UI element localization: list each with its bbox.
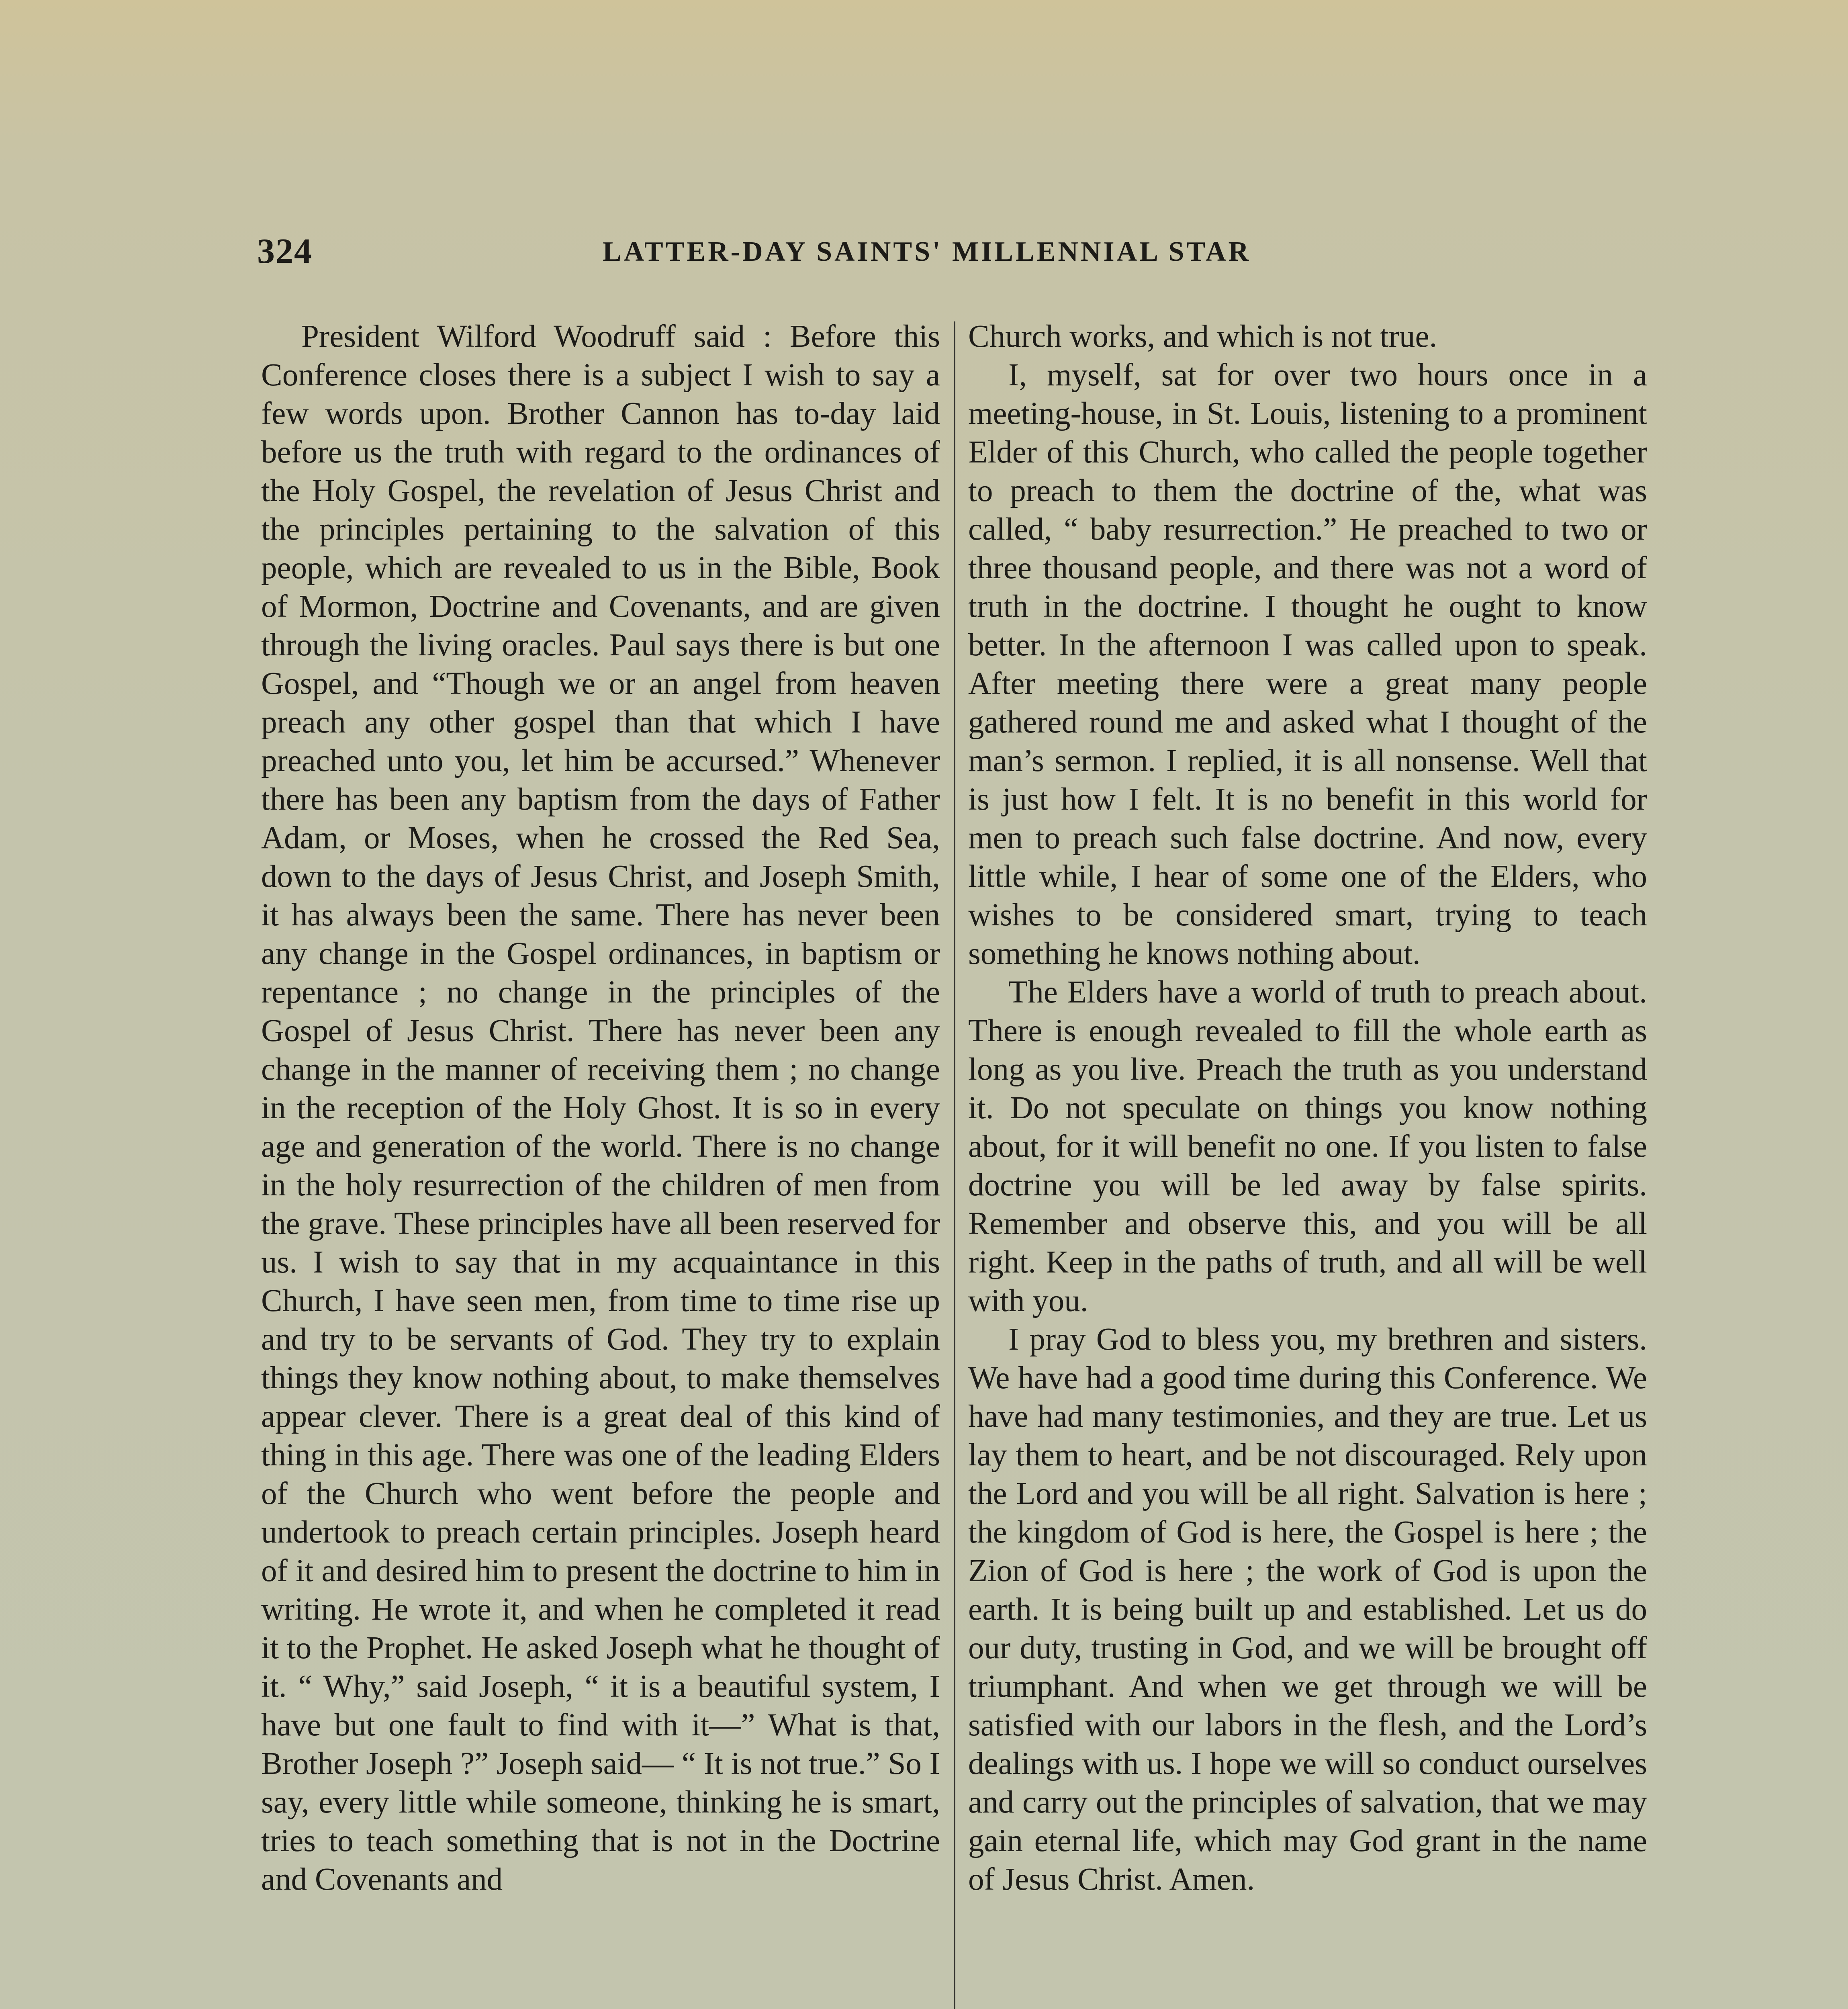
paragraph-closing-prayer: I pray God to bless you, my brethren and sisters. We have had a good time during this Conference. We have had many testimonies, and they are true. Let us lay them to heart, and be not discouraged. Rely upon the Lord and you will be all right. Salvation is here ; the kingdom of God is here, the Gospel is here ; the Zion of God is here ; the work of God is upon the earth. It is being built up and established. Let us do our duty, trusting in God, and we will be brought off triumphant. And when we get through we will be satisfied with our labors in the flesh, and the Lord’s dealings with us. I hope we will so conduct ourselves and carry out the principles of salvation, that we may gain eternal life, which may God grant in the name of Jesus Christ. Amen. [968, 1322, 1647, 1897]
page-header [257, 231, 1655, 275]
paragraph-woodruff-opening: President Wilford Woodruff said : Before this Conference closes there is a subject I wish to say a few words upon. Brother Cannon has to-day laid before us the truth with regard to the ordinances of the Holy Gospel, the revelation of Jesus Christ and the principles pertaining to the salvation of this people, which are revealed to us in the Bible, Book of Mormon, Doctrine and Covenants, and are given through the living oracles. Paul says there is but one Gospel, and “Though we or an angel from heaven preach any other gospel than that which I have preached unto you, let him be accursed.” Whenever there has been any baptism from the days of Father Adam, or Moses, when he crossed the Red Sea, down to the days of Jesus Christ, and Joseph Smith, it has always been the same. There has never been any change in the Gospel ordinances, in baptism or repentance ; no change in the principles of the Gospel of Jesus Christ. There has never been any change in the manner of receiving them ; no change in the reception of the Holy Ghost. It is so in every age and generation of the world. There is no change in the holy resurrection of the children of men from the grave. These principles have all been reserved for us. I wish to say that in my acquaintance in this Church, I have seen men, from time to time rise up and try to be servants of God. They try to explain things they know nothing about, to make themselves appear clever. There is a great deal of this kind of thing in this age. There was one of the leading Elders of the Church who went before the people and undertook to preach certain principles. Joseph heard of it and desired him to present the doctrine to him in writing. He wrote it, and when he completed it read it to the Prophet. He asked Joseph what he thought of it. “ Why,” said Joseph, “ it is a beautiful system, I have but one fault to find with it—” What is that, Brother Joseph ?” Joseph said— “ It is not true.” So I say, every little while someone, thinking he is smart, tries to teach something that is not in the Doctrine and Covenants and [261, 319, 940, 1897]
paragraph-continuation: Church works, and which is not true. [968, 319, 1437, 354]
column-divider [954, 321, 955, 2009]
left-column [261, 317, 940, 1899]
running-title: LATTER-DAY SAINTS' MILLENNIAL STAR [603, 236, 1251, 267]
page-number: 324 [257, 232, 313, 271]
paragraph-st-louis: I, myself, sat for over two hours once in a meeting-house, in St. Louis, listening to a prominent Elder of this Church, who called the people together to preach to them the doctrine of the, what was called, “ baby resurrection.” He preached to two or three thousand people, and there was not a word of truth in the doctrine. I thought he ought to know better. In the afternoon I was called upon to speak. After meeting there were a great many people gathered round me and asked what I thought of the man’s sermon. I replied, it is all nonsense. Well that is just how I felt. It is no benefit in this world for men to preach such false doctrine. And now, every little while, I hear of some one of the Elders, who wishes to be considered smart, trying to teach something he knows nothing about. [968, 358, 1647, 971]
right-column [968, 317, 1647, 1899]
paragraph-elders-truth: The Elders have a world of truth to preach about. There is enough revealed to fill the whole earth as long as you live. Preach the truth as you understand it. Do not speculate on things you know nothing about, for it will benefit no one. If you listen to false doctrine you will be led away by false spirits. Remember and observe this, and you will be all right. Keep in the paths of truth, and all will be well with you. [968, 975, 1647, 1318]
